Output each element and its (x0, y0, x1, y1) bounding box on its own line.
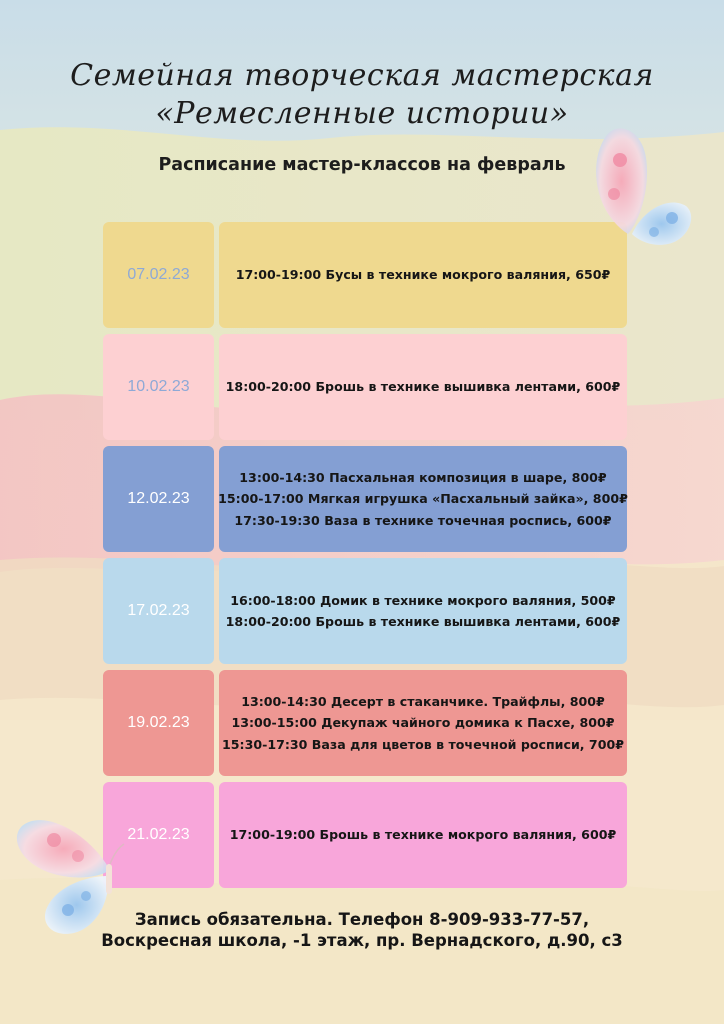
schedule-row-3 (103, 446, 627, 552)
title-line-2: «Ремесленные истории» (155, 96, 569, 131)
event-line: 18:00-20:00 Брошь в технике вышивка лентами, 600₽ (225, 379, 621, 395)
events-cell (219, 782, 627, 888)
date-cell: 17.02.23 (103, 558, 214, 664)
subtitle: Расписание мастер-классов на февраль (158, 155, 566, 175)
schedule-row-2 (103, 334, 627, 440)
event-line: 15:30-17:30 Ваза для цветов в точечной росписи, 700₽ (222, 736, 624, 752)
schedule-row-1 (103, 222, 627, 328)
butterfly-icon (14, 814, 130, 944)
event-line: 15:00-17:00 Мягкая игрушка «Пасхальный зайка», 800₽ (218, 491, 628, 507)
butterfly-icon (584, 122, 696, 256)
schedule-row-6 (103, 782, 627, 888)
event-line: 13:00-15:00 Декупаж чайного домика к Пасхе, 800₽ (231, 715, 615, 731)
schedule-row-4 (103, 558, 627, 664)
event-line: 17:00-19:00 Бусы в технике мокрого валяния, 650₽ (235, 267, 611, 283)
events-cell (219, 222, 627, 328)
events-cell (219, 670, 627, 776)
footer-line-1: Запись обязательна. Телефон 8-909-933-77-57, (134, 910, 590, 929)
event-line: 17:00-19:00 Брошь в технике мокрого валяния, 600₽ (229, 827, 617, 843)
title-line-1: Семейная творческая мастерская (70, 58, 654, 93)
event-line: 13:00-14:30 Пасхальная композиция в шаре, 800₽ (239, 469, 607, 485)
event-line: 17:30-19:30 Ваза в технике точечная роспись, 600₽ (234, 512, 612, 528)
date-cell: 07.02.23 (103, 222, 214, 328)
event-line: 18:00-20:00 Брошь в технике вышивка лентами, 600₽ (225, 614, 621, 629)
event-line: 16:00-18:00 Домик в технике мокрого валяния, 500₽ (230, 592, 616, 608)
event-line: 13:00-14:30 Десерт в стаканчике. Трайфлы, 800₽ (241, 693, 605, 709)
schedule-row-5 (103, 670, 627, 776)
events-cell (219, 558, 627, 664)
date-cell: 12.02.23 (103, 446, 214, 552)
events-cell (219, 334, 627, 440)
footer-line-2: Воскресная школа, -1 этаж, пр. Вернадского, д.90, с3 (101, 931, 623, 950)
date-cell: 10.02.23 (103, 334, 214, 440)
date-cell: 21.02.23 (103, 782, 214, 888)
date-cell: 19.02.23 (103, 670, 214, 776)
events-cell (219, 446, 627, 552)
